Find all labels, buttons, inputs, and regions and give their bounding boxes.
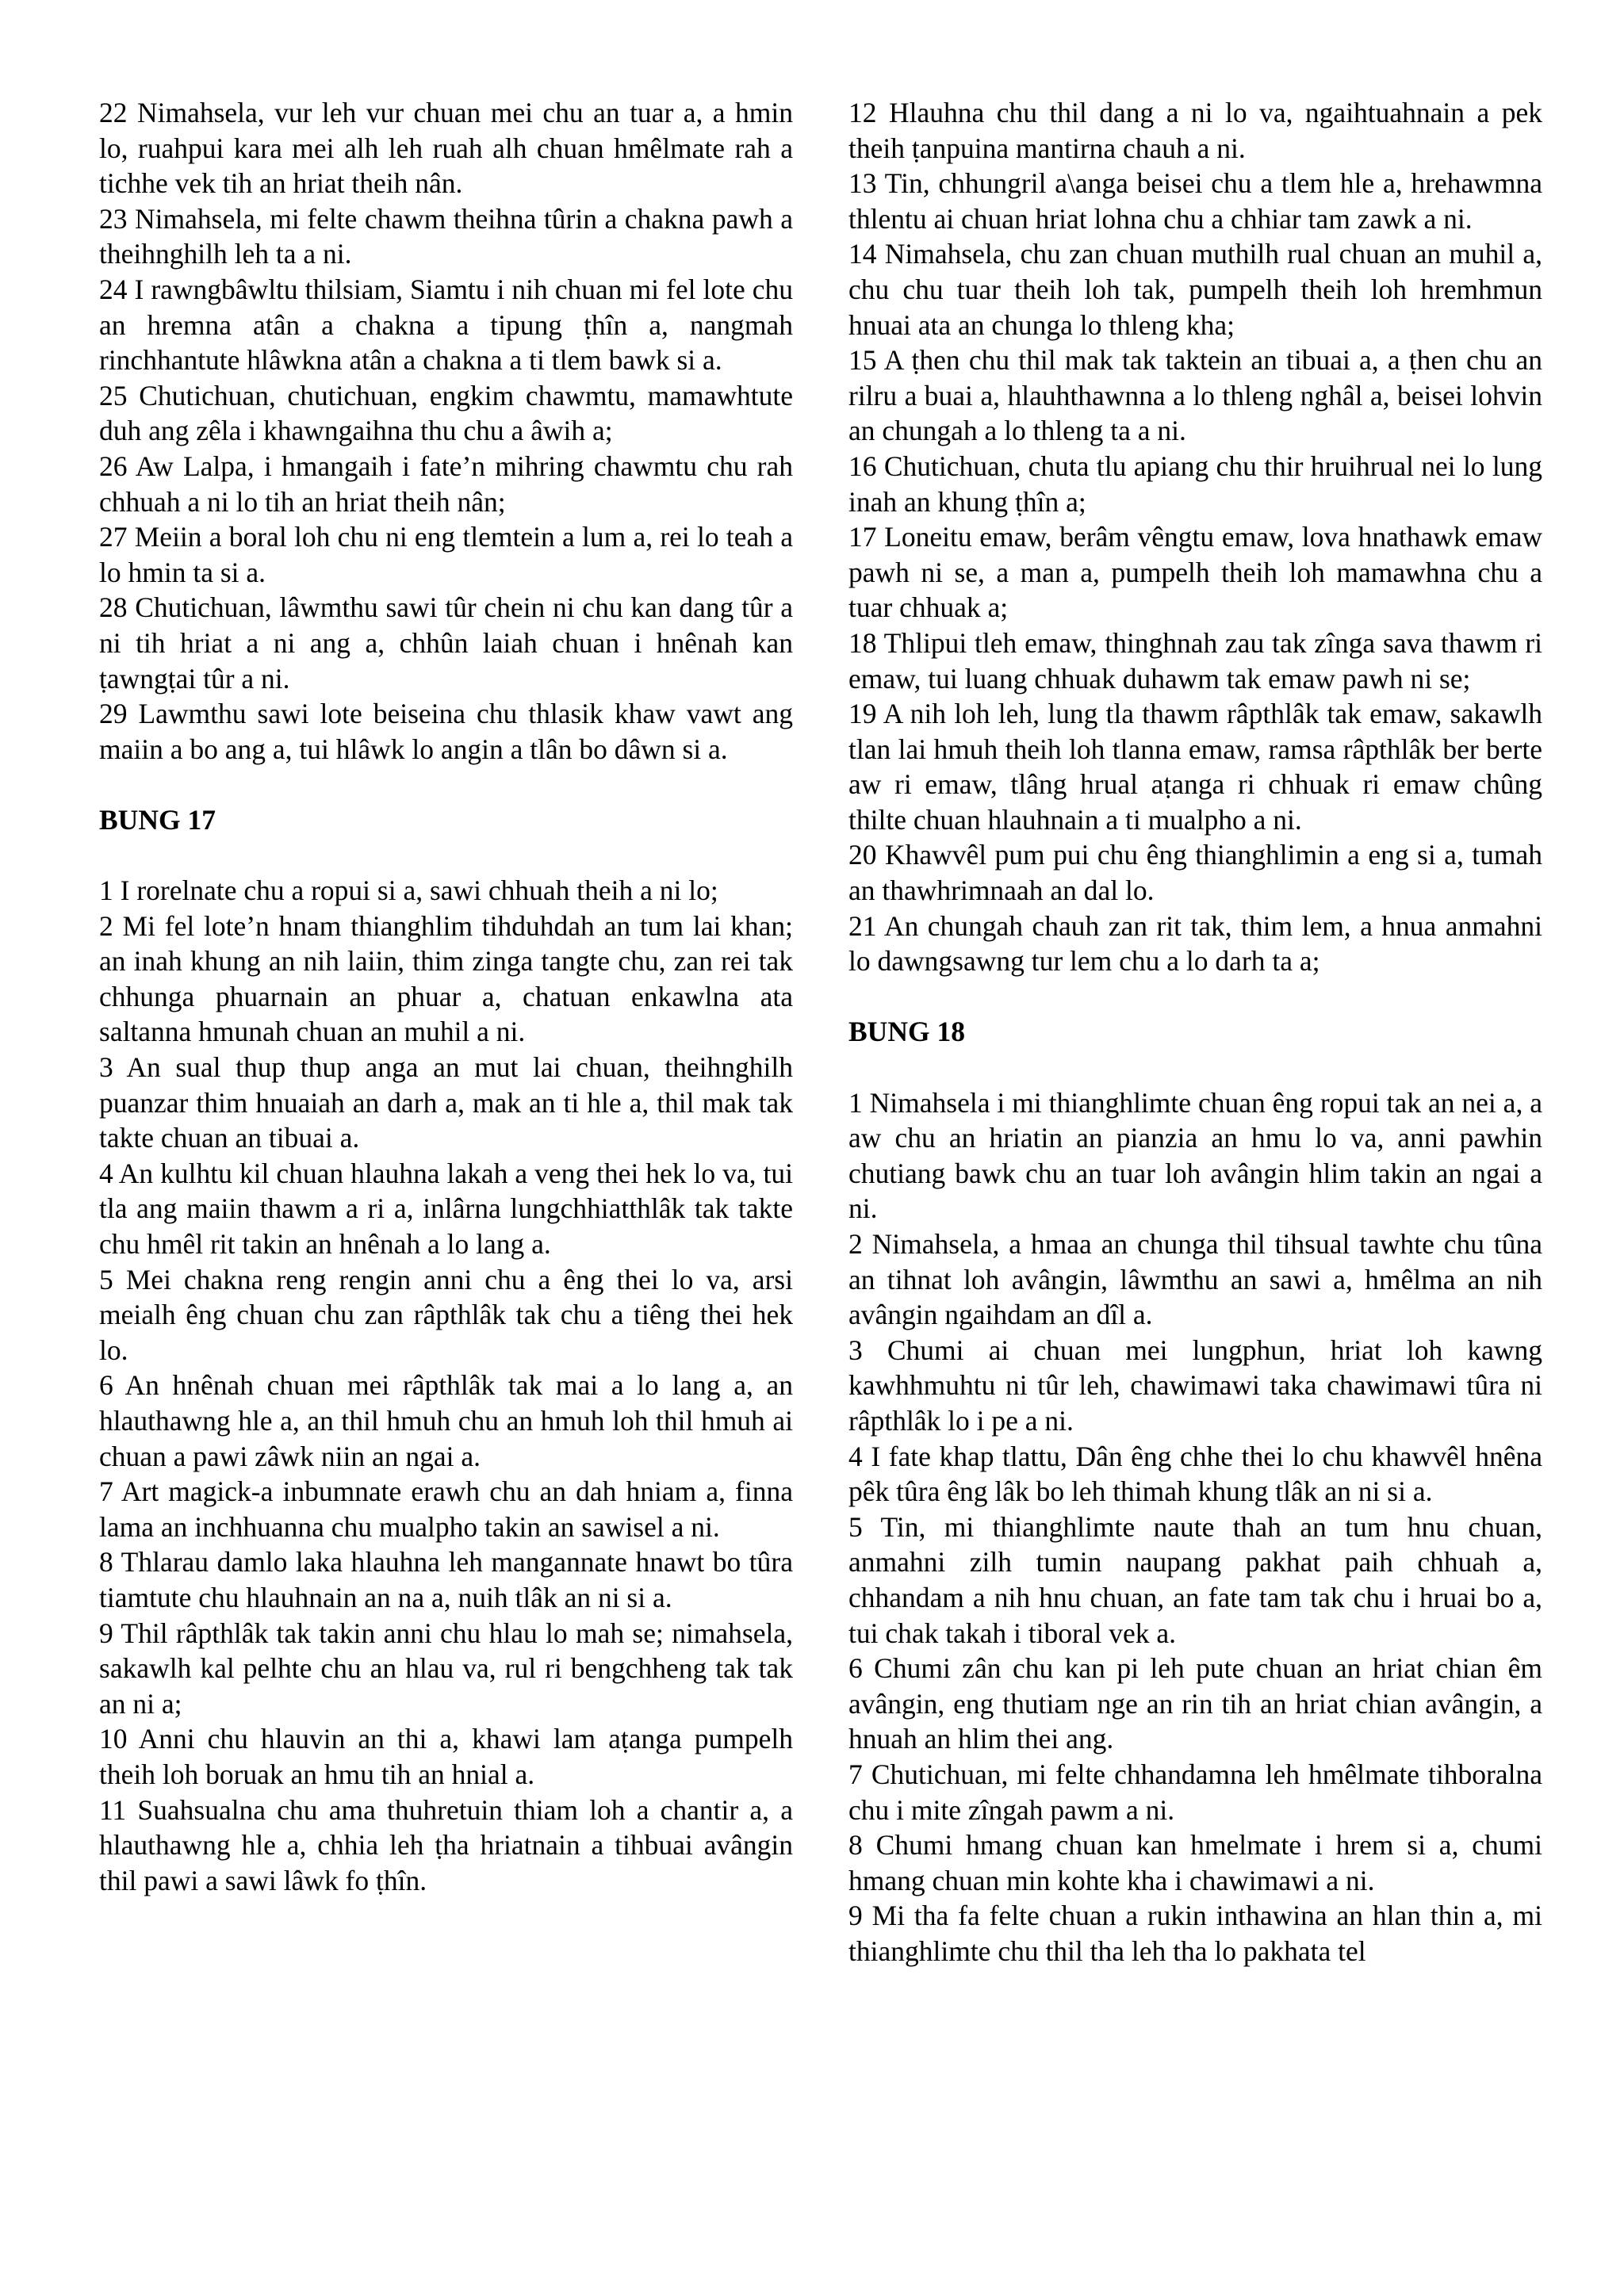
verse: 19 A nih loh leh, lung tla thawm râpthlâk tak emaw, sakawlh tlan lai hmuh theih loh tlanna emaw, ramsa râpthlâk ber berte aw ri emaw, tlâng hrual aṭanga ri chhuak ri emaw chûng thilte chuan hlauhnain a ti mualpho a ni.	[848, 698, 1542, 836]
verse: 9 Thil râpthlâk tak takin anni chu hlau lo mah se; nimahsela, sakawlh kal pelhte chu an hlau va, rul ri bengchheng tak tak an ni a;	[99, 1617, 793, 1720]
verse: 12 Hlauhna chu thil dang a ni lo va, ngaihtuahnain a pek theih ṭanpuina mantirna chauh a ni.	[848, 97, 1542, 164]
verse: 2 Mi fel lote’n hnam thianghlim tihduhdah an tum lai khan; an inah khung an nih laiin, thim zinga tangte chu, zan rei tak chhunga phuarnain an phuar a, chatuan enkawlna ata saltanna hmunah chuan an muhil a ni.	[99, 909, 793, 1048]
verse: 29 Lawmthu sawi lote beiseina chu thlasik khaw vawt ang maiin a bo ang a, tui hlâwk lo angin a tlân bo dâwn si a.	[99, 698, 793, 765]
verse: 24 I rawngbâwltu thilsiam, Siamtu i nih chuan mi fel lote chu an hremna atân a chakna a tipung ṭhîn a, nangmah rinchhantute hlâwkna atân a chakna a ti tlem bawk si a.	[99, 273, 793, 377]
verse: 7 Art magick-a inbumnate erawh chu an dah hniam a, finna lama an inchhuanna chu mualpho takin an sawisel a ni.	[99, 1475, 793, 1543]
verse: 23 Nimahsela, mi felte chawm theihna tûrin a chakna pawh a theihnghilh leh ta a ni.	[99, 202, 793, 270]
right-column	[848, 95, 1542, 1969]
verse: 6 An hnênah chuan mei râpthlâk tak mai a lo lang a, an hlauthawng hle a, an thil hmuh chu an hmuh loh thil hmuh ai chuan a pawi zâwk niin an ngai a.	[99, 1369, 793, 1472]
spacer	[99, 837, 793, 873]
verse: 3 Chumi ai chuan mei lungphun, hriat loh kawng kawhhmuhtu ni tûr leh, chawimawi taka chawimawi tûra ni râpthlâk lo i pe a ni.	[848, 1334, 1542, 1437]
verse: 6 Chumi zân chu kan pi leh pute chuan an hriat chian êm avângin, eng thutiam nge an rin tih an hriat chian avângin, a hnuah an hlim thei ang.	[848, 1652, 1542, 1755]
spacer	[848, 979, 1542, 1015]
verse-list-left-a	[99, 95, 793, 767]
chapter-heading: BUNG 17	[99, 803, 216, 836]
verse: 22 Nimahsela, vur leh vur chuan mei chu an tuar a, a hmin lo, ruahpui kara mei alh leh ruah alh chuan hmêlmate rah a tichhe vek tih an hriat theih nân.	[99, 97, 793, 200]
verse: 17 Loneitu emaw, berâm vêngtu emaw, lova hnathawk emaw pawh ni se, a man a, pumpelh theih loh mamawhna chu a tuar chhuak a;	[848, 521, 1542, 624]
verse: 25 Chutichuan, chutichuan, engkim chawmtu, mamawhtute duh ang zêla i khawngaihna thu chu a âwih a;	[99, 379, 793, 447]
verse: 5 Mei chakna reng rengin anni chu a êng thei lo va, arsi meialh êng chuan chu zan râpthlâk tak chu a tiêng thei hek lo.	[99, 1263, 793, 1366]
verse: 28 Chutichuan, lâwmthu sawi tûr chein ni chu kan dang tûr a ni tih hriat a ni ang a, chhûn laiah chuan i hnênah kan ṭawngṭai tûr a ni.	[99, 591, 793, 695]
verse: 3 An sual thup thup anga an mut lai chuan, theihnghilh puanzar thim hnuaiah an darh a, mak an ti hle a, thil mak tak takte chuan an tibuai a.	[99, 1051, 793, 1154]
verse: 9 Mi tha fa felte chuan a rukin inthawina an hlan thin a, mi thianghlimte chu thil tha leh tha lo pakhata tel	[848, 1900, 1542, 1967]
left-column	[99, 95, 793, 1898]
verse: 14 Nimahsela, chu zan chuan muthilh rual chuan an muhil a, chu chu tuar theih loh tak, pumpelh theih loh hremhmun hnuai ata an chunga lo thleng kha;	[848, 238, 1542, 341]
verse: 8 Chumi hmang chuan kan hmelmate i hrem si a, chumi hmang chuan min kohte kha i chawimawi a ni.	[848, 1829, 1542, 1896]
verse: 7 Chutichuan, mi felte chhandamna leh hmêlmate tihboralna chu i mite zîngah pawm a ni.	[848, 1758, 1542, 1826]
verse: 27 Meiin a boral loh chu ni eng tlemtein a lum a, rei lo teah a lo hmin ta si a.	[99, 521, 793, 588]
verse: 1 I rorelnate chu a ropui si a, sawi chhuah theih a ni lo;	[99, 874, 718, 907]
verse: 26 Aw Lalpa, i hmangaih i fate’n mihring chawmtu chu rah chhuah a ni lo tih an hriat theih nân;	[99, 450, 793, 518]
verse: 16 Chutichuan, chuta tlu apiang chu thir hruihrual nei lo lung inah an khung ṭhîn a;	[848, 450, 1542, 518]
spacer	[848, 1050, 1542, 1085]
verse: 20 Khawvêl pum pui chu êng thianghlimin a eng si a, tumah an thawhrimnaah an dal lo.	[848, 839, 1542, 907]
verse: 11 Suahsualna chu ama thuhretuin thiam loh a chantir a, a hlauthawng hle a, chhia leh ṭha hriatnain a tihbuai avângin thil pawi a sawi lâwk fo ṭhîn.	[99, 1793, 793, 1896]
verse: 4 I fate khap tlattu, Dân êng chhe thei lo chu khawvêl hnêna pêk tûra êng lâk bo leh thimah khung tlâk an ni si a.	[848, 1440, 1542, 1508]
verse: 10 Anni chu hlauvin an thi a, khawi lam aṭanga pumpelh theih loh boruak an hmu tih an hnial a.	[99, 1723, 793, 1790]
verse: 4 An kulhtu kil chuan hlauhna lakah a veng thei hek lo va, tui tla ang maiin thawm a ri a, inlârna lungchhiatthlâk tak takte chu hmêl rit takin an hnênah a lo lang a.	[99, 1157, 793, 1260]
verse: 13 Tin, chhungril a\anga beisei chu a tlem hle a, hrehawmna thlentu ai chuan hriat lohna chu a chhiar tam zawk a ni.	[848, 167, 1542, 235]
verse: 18 Thlipui tleh emaw, thinghnah zau tak zînga sava thawm ri emaw, tui luang chhuak duhawm tak emaw pawh ni se;	[848, 626, 1542, 695]
verse: 15 A ṭhen chu thil mak tak taktein an tibuai a, a ṭhen chu an rilru a buai a, hlauhthawnna a lo thleng nghâl a, beisei lohvin an chungah a lo thleng ta a ni.	[848, 344, 1542, 447]
verse: 5 Tin, mi thianghlimte naute thah an tum hnu chuan, anmahni zilh tumin naupang pakhat paih chhuah a, chhandam a nih hnu chuan, an fate tam tak chu i hruai bo a, tui chak takah i tiboral vek a.	[848, 1510, 1542, 1649]
verse: 21 An chungah chauh zan rit tak, thim lem, a hnua anmahni lo dawngsawng tur lem chu a lo darh ta a;	[848, 909, 1542, 978]
spacer	[99, 767, 793, 802]
chapter-heading: BUNG 18	[848, 1016, 965, 1048]
verse-list-right-b	[848, 1085, 1542, 1969]
verse-list-left-b	[99, 873, 793, 1898]
verse: 8 Thlarau damlo laka hlauhna leh mangannate hnawt bo tûra tiamtute chu hlauhnain an na a, nuih tlâk an ni si a.	[99, 1546, 793, 1613]
verse-list-right-a	[848, 95, 1542, 979]
verse: 2 Nimahsela, a hmaa an chunga thil tihsual tawhte chu tûna an tihnat loh avângin, lâwmthu an sawi a, hmêlma an nih avângin ngaihdam an dîl a.	[848, 1228, 1542, 1331]
verse: 1 Nimahsela i mi thianghlimte chuan êng ropui tak an nei a, a aw chu an hriatin an pianzia an hmu lo va, anni pawhin chutiang bawk chu an tuar loh avângin hlim takin an ngai a ni.	[848, 1086, 1542, 1225]
